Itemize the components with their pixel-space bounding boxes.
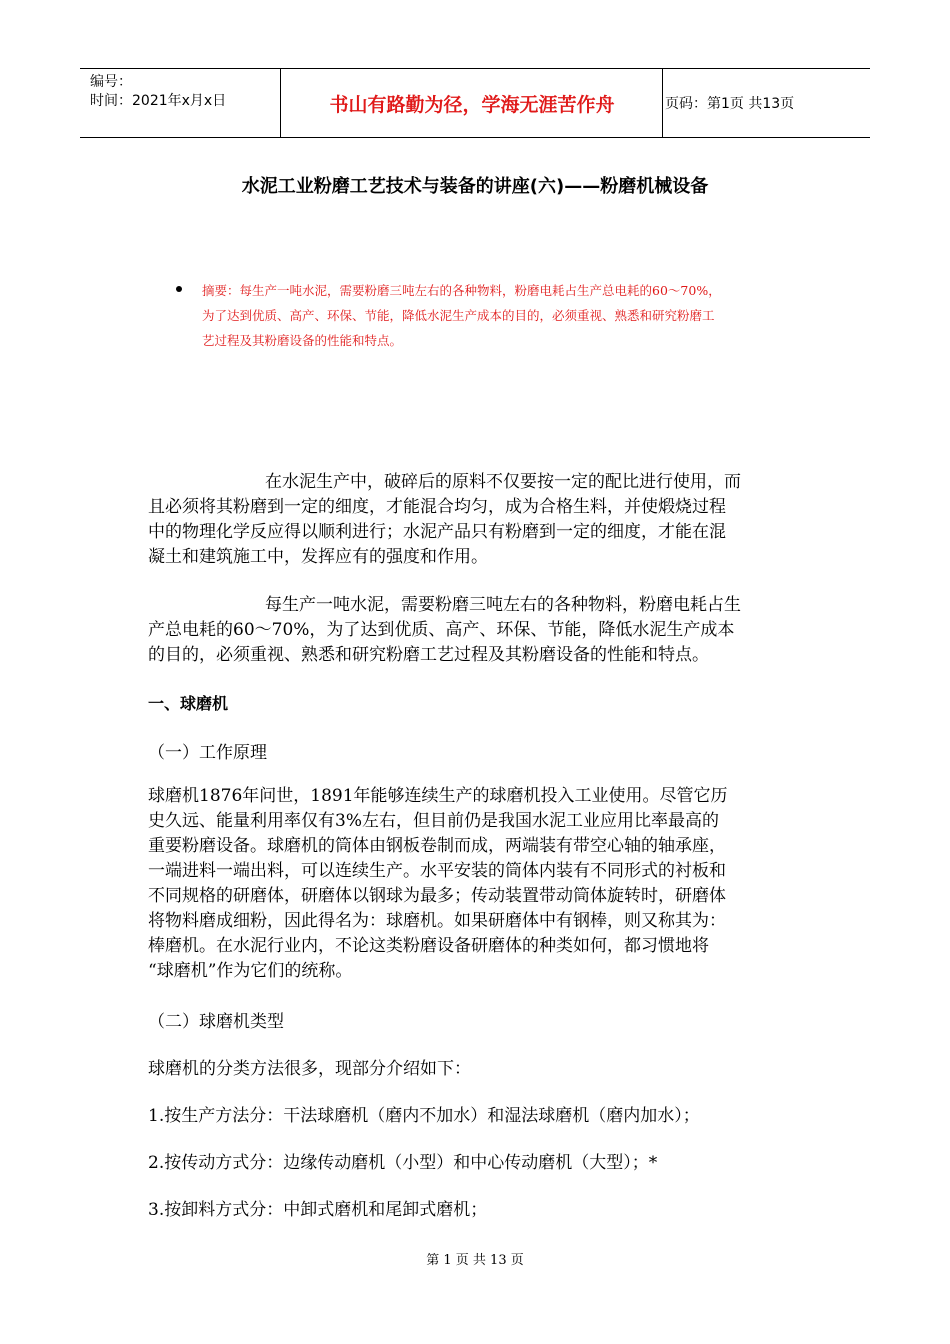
subsection-heading: （二）球磨机类型 bbox=[148, 1012, 284, 1032]
paragraph-line: 史久远、能量利用率仅有3%左右，但目前仍是我国水泥工业应用比率最高的 bbox=[148, 811, 719, 831]
list-item: 3.按卸料方式分：中卸式磨机和尾卸式磨机； bbox=[148, 1200, 488, 1220]
document-title: 水泥工业粉磨工艺技术与装备的讲座(六)——粉磨机械设备 bbox=[241, 176, 709, 197]
abstract-text bbox=[202, 278, 802, 353]
paragraph-line: 球磨机1876年问世，1891年能够连续生产的球磨机投入工业使用。尽管它历 bbox=[148, 786, 728, 806]
abstract-line: 艺过程及其粉磨设备的性能和特点。 bbox=[202, 333, 403, 348]
paragraph-working-principle bbox=[148, 784, 808, 984]
header-motto: 书山有路勤为径，学海无涯苦作舟 bbox=[282, 69, 663, 137]
abstract-line: 摘要：每生产一吨水泥，需要粉磨三吨左右的各种物料，粉磨电耗占生产总电耗的60～70%， bbox=[202, 283, 721, 298]
paragraph-line: 产总电耗的60～70%，为了达到优质、高产、环保、节能，降低水泥生产成本 bbox=[148, 620, 735, 640]
section-heading: 一、球磨机 bbox=[148, 694, 229, 713]
paragraph-line: 凝土和建筑施工中，发挥应有的强度和作用。 bbox=[148, 547, 488, 567]
paragraph-line: 不同规格的研磨体，研磨体以钢球为最多；传动装置带动筒体旋转时，研磨体 bbox=[148, 886, 726, 906]
paragraph-intro bbox=[148, 470, 808, 570]
paragraph-line: 重要粉磨设备。球磨机的筒体由钢板卷制而成，两端装有带空心轴的轴承座， bbox=[148, 836, 726, 856]
paragraph-line: 在水泥生产中，破碎后的原料不仅要按一定的配比进行使用，而 bbox=[265, 472, 741, 492]
subsection-heading: （一）工作原理 bbox=[148, 743, 267, 763]
paragraph-line: 且必须将其粉磨到一定的细度，才能混合均匀，成为合格生料，并使煅烧过程 bbox=[148, 497, 726, 517]
document-date-label: 时间：2021年x月x日 bbox=[90, 93, 227, 109]
paragraph-line: 的目的，必须重视、熟悉和研究粉磨工艺过程及其粉磨设备的性能和特点。 bbox=[148, 645, 709, 665]
list-intro: 球磨机的分类方法很多，现部分介绍如下： bbox=[148, 1059, 471, 1079]
paragraph-line: “球磨机”作为它们的统称。 bbox=[148, 961, 353, 981]
paragraph-line: 将物料磨成细粉，因此得名为：球磨机。如果研磨体中有钢棒，则又称其为： bbox=[148, 911, 726, 931]
page-footer: 第 1 页 共 13 页 bbox=[426, 1253, 524, 1268]
paragraph-line: 每生产一吨水泥，需要粉磨三吨左右的各种物料，粉磨电耗占生 bbox=[265, 595, 741, 615]
document-number-label: 编号： bbox=[90, 74, 132, 90]
list-item: 1.按生产方法分：干法球磨机（磨内不加水）和湿法球磨机（磨内加水）； bbox=[148, 1106, 700, 1126]
header-page-code: 页码：第1页 共13页 bbox=[665, 96, 795, 112]
paragraph-line: 中的物理化学反应得以顺利进行；水泥产品只有粉磨到一定的细度，才能在混 bbox=[148, 522, 726, 542]
document-header bbox=[80, 68, 870, 138]
header-meta-cell bbox=[80, 69, 281, 137]
paragraph-summary bbox=[148, 593, 808, 668]
list-item: 2.按传动方式分：边缘传动磨机（小型）和中心传动磨机（大型）；* bbox=[148, 1153, 658, 1173]
paragraph-line: 棒磨机。在水泥行业内，不论这类粉磨设备研磨体的种类如何，都习惯地将 bbox=[148, 936, 709, 956]
paragraph-line: 一端进料一端出料，可以连续生产。水平安装的筒体内装有不同形式的衬板和 bbox=[148, 861, 726, 881]
bullet-icon bbox=[176, 286, 182, 292]
abstract-line: 为了达到优质、高产、环保、节能，降低水泥生产成本的目的，必须重视、熟悉和研究粉磨工 bbox=[202, 308, 715, 323]
